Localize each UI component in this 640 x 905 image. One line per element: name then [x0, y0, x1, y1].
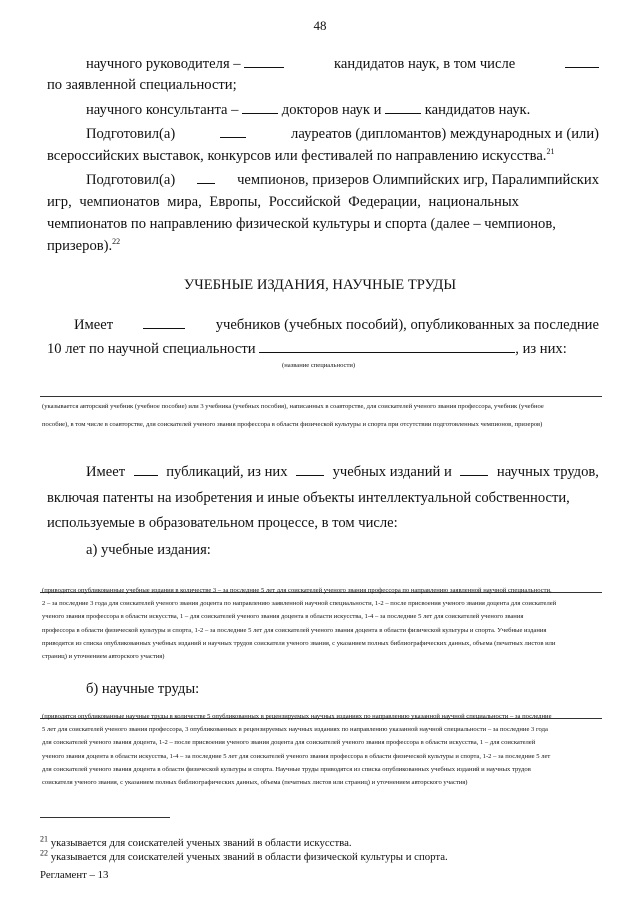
section-heading: УЧЕБНЫЕ ИЗДАНИЯ, НАУЧНЫЕ ТРУДЫ	[183, 277, 457, 293]
note-line: 5 лет для соискателей ученого звания профессора, 3 опубликованных в рецензируемых научных изданиях по направлению указанной научной специальности – за последние 3 года	[42, 726, 548, 734]
field-caption: (название специальности)	[282, 362, 356, 369]
subheading: б) научные труды:	[86, 681, 200, 697]
paragraph-line: научного консультанта – докторов наук и кандидатов наук.	[86, 102, 531, 118]
blank-field	[296, 463, 324, 476]
subheading: а) учебные издания:	[86, 542, 211, 558]
page-footer: Регламент – 13	[40, 869, 109, 881]
note-line: приводятся из списка опубликованных учебных изданий и научных трудов соискателя ученого звания, с указанием полных библиографических данных, объема (печатных листов или	[42, 639, 556, 647]
paragraph-line: по заявленной специальности;	[47, 77, 237, 93]
blank-field	[565, 55, 599, 68]
note-line: для соискателей ученого звания доцента, 1-2 – после присвоения ученого звания доцента для соискателей ученого звания профессора в области искусства, 1 – для соискателей	[42, 739, 536, 747]
paragraph-line: Имеет учебников (учебных пособий), опубликованных за последние	[74, 317, 599, 333]
note-line: ученого звания профессора в области искусства, 1 – для соискателей ученого звания доцента в области искусства, 1-4 – за последние 5 лет для соискателей ученого звания	[42, 613, 524, 621]
note-line: страниц) и уточнением авторского участия)	[42, 653, 165, 660]
blank-field	[143, 316, 185, 329]
blank-field	[242, 101, 278, 114]
blank-field	[244, 55, 284, 68]
paragraph-line: Подготовил(а) лауреатов (дипломантов) международных и (или)	[86, 126, 599, 142]
paragraph-line: включая патенты на изобретения и иные объекты интеллектуальной собственности,	[47, 490, 570, 506]
note-line: 2 – за последние 3 года для соискателей ученого звания доцента по направлению заявленной научной специальности, 1-2 – после присвоения ученого звания доцента для соискателей	[42, 600, 557, 608]
paragraph-line: научного руководителя – кандидатов наук, в том числе	[86, 55, 599, 73]
footnote-ref: 22	[112, 237, 121, 247]
blank-field	[385, 101, 421, 114]
note-line: (приводятся опубликованные научные труды в количестве 5 опубликованных в рецензируемых научных изданиях по направлению указанной научной специальности – за последние	[42, 713, 552, 720]
paragraph-line: игр, чемпионатов мира, Европы, Российской Федерации, национальных	[47, 194, 519, 210]
note-line: (приводятся опубликованные учебные издания в количестве 3 – за последние 5 лет для соискателей ученого звания профессора по направлению заявленной научной специальности,	[42, 587, 552, 594]
blank-field	[134, 463, 158, 476]
note-line: (указывается авторский учебник (учебное пособие) или 3 учебника (учебных пособия), написанных в соавторстве, для соискателей ученого звания профессора, учебник (учебное	[42, 403, 544, 410]
paragraph-line: призеров).$^{22}$	[47, 237, 121, 254]
paragraph-line: Подготовил(а) чемпионов, призеров Олимпийских игр, Паралимпийских	[86, 172, 599, 188]
footnote: $^{22}$ указывается для соискателей ученых званий в области физической культуры и спорта.	[40, 848, 448, 863]
blank-field	[259, 340, 515, 353]
blank-field	[220, 125, 246, 138]
paragraph-line: Имеет публикаций, из них учебных изданий и научных трудов,	[86, 464, 599, 480]
note-line: профессора в области физической культуры и спорта, 1-2 – за последние 5 лет для соискателей ученого звания доцента в области физической культуры и спорта. Учебные издания	[42, 626, 547, 634]
separator-line	[40, 396, 602, 397]
blank-field	[197, 171, 215, 184]
footnote: $^{21}$ указывается для соискателей ученых званий в области искусства.	[40, 834, 352, 849]
page-number: 48	[313, 18, 327, 33]
paragraph-line: всероссийских выставок, конкурсов или фестивалей по направлению искусства.$^{21}$	[47, 147, 555, 164]
note-line: соискателя ученого звания, с указанием полных библиографических данных, объема (печатных листов или страниц) и уточнением авторского участия)	[42, 779, 468, 786]
blank-field	[460, 463, 488, 476]
footnote-ref: 21	[546, 147, 555, 157]
note-line: ученого звания доцента в области искусства, 1-4 – за последние 5 лет для соискателей ученого звания профессора в области физической культуры и спорта, 1-2 – за последние 5 лет	[42, 752, 551, 760]
paragraph-line: используемые в образовательном процессе, в том числе:	[47, 515, 398, 531]
note-line: для соискателей ученого звания доцента в области физической культуры и спорта. Научные труды приводятся из списка опубликованных учебных изданий и научных трудов	[42, 765, 531, 773]
footnote-separator	[40, 817, 170, 818]
note-line: пособие), в том числе в соавторстве, для соискателей ученого звания профессора в области физической культуры и спорта при отсутствии подготовленных чемпионов, призеров)	[42, 421, 543, 428]
paragraph-line: 10 лет по научной специальности , из них:	[47, 341, 567, 357]
paragraph-line: чемпионатов по направлению физической культуры и спорта (далее – чемпионов,	[47, 216, 556, 232]
